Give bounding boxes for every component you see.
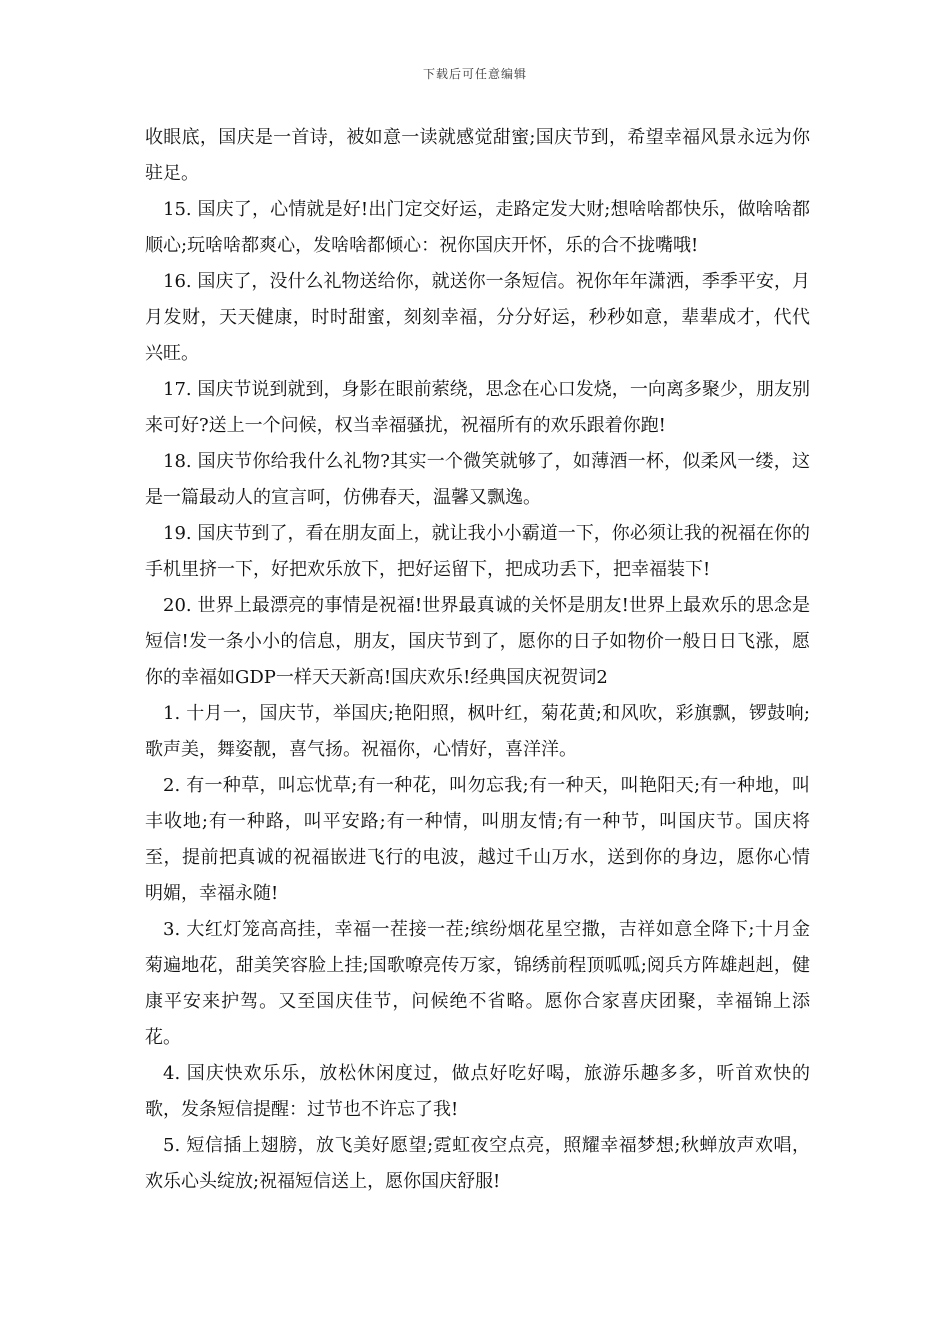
paragraph: 5. 短信插上翅膀，放飞美好愿望;霓虹夜空点亮，照耀幸福梦想;秋蝉放声欢唱，欢乐心头绽放;祝福短信送上，愿你国庆舒服!: [145, 1135, 810, 1192]
paragraph: 收眼底，国庆是一首诗，被如意一读就感觉甜蜜;国庆节到，希望幸福风景永远为你驻足。: [145, 127, 810, 184]
paragraph: 3. 大红灯笼高高挂，幸福一茬接一茬;缤纷烟花星空撒，吉祥如意全降下;十月金菊遍地花，甜美笑容脸上挂;国歌嘹亮传万家，锦绣前程顶呱呱;阅兵方阵雄赳赳，健康平安来护驾。又至国庆佳节，问候绝不省略。愿你合家喜庆团聚，幸福锦上添花。: [145, 919, 810, 1048]
paragraph: 1. 十月一，国庆节，举国庆;艳阳照，枫叶红，菊花黄;和风吹，彩旗飘，锣鼓响;歌声美，舞姿靓，喜气扬。祝福你，心情好，喜洋洋。: [145, 703, 810, 760]
paragraph: 20. 世界上最漂亮的事情是祝福!世界最真诚的关怀是朋友!世界上最欢乐的思念是短信!发一条小小的信息，朋友，国庆节到了，愿你的日子如物价一般日日飞涨，愿你的幸福如GDP一样天天新高!国庆欢乐!经典国庆祝贺词2: [145, 595, 810, 688]
paragraph: 15. 国庆了，心情就是好!出门定交好运，走路定发大财;想啥啥都快乐，做啥啥都顺心;玩啥啥都爽心，发啥啥都倾心：祝你国庆开怀，乐的合不拢嘴哦!: [145, 199, 810, 256]
page-header: 下载后可任意编辑: [422, 67, 527, 81]
paragraph: 16. 国庆了，没什么礼物送给你，就送你一条短信。祝你年年潇洒，季季平安，月月发财，天天健康，时时甜蜜，刻刻幸福，分分好运，秒秒如意，辈辈成才，代代兴旺。: [145, 271, 810, 364]
document-body: [145, 120, 810, 1200]
paragraph: 2. 有一种草，叫忘忧草;有一种花，叫勿忘我;有一种天，叫艳阳天;有一种地，叫丰收地;有一种路，叫平安路;有一种情，叫朋友情;有一种节，叫国庆节。国庆将至，提前把真诚的祝福嵌进飞行的电波，越过千山万水，送到你的身边，愿你心情明媚，幸福永随!: [145, 775, 810, 904]
paragraph: 18. 国庆节你给我什么礼物?其实一个微笑就够了，如薄酒一杯，似柔风一缕，这是一篇最动人的宣言呵，仿佛春天，温馨又飘逸。: [145, 451, 810, 508]
paragraph: 17. 国庆节说到就到，身影在眼前萦绕，思念在心口发烧，一向离多聚少，朋友别来可好?送上一个问候，权当幸福骚扰，祝福所有的欢乐跟着你跑!: [145, 379, 810, 436]
paragraph: 19. 国庆节到了，看在朋友面上，就让我小小霸道一下，你必须让我的祝福在你的手机里挤一下，好把欢乐放下，把好运留下，把成功丢下，把幸福装下!: [145, 523, 810, 580]
paragraph: 4. 国庆快欢乐乐，放松休闲度过，做点好吃好喝，旅游乐趣多多，听首欢快的歌，发条短信提醒：过节也不许忘了我!: [145, 1063, 810, 1120]
